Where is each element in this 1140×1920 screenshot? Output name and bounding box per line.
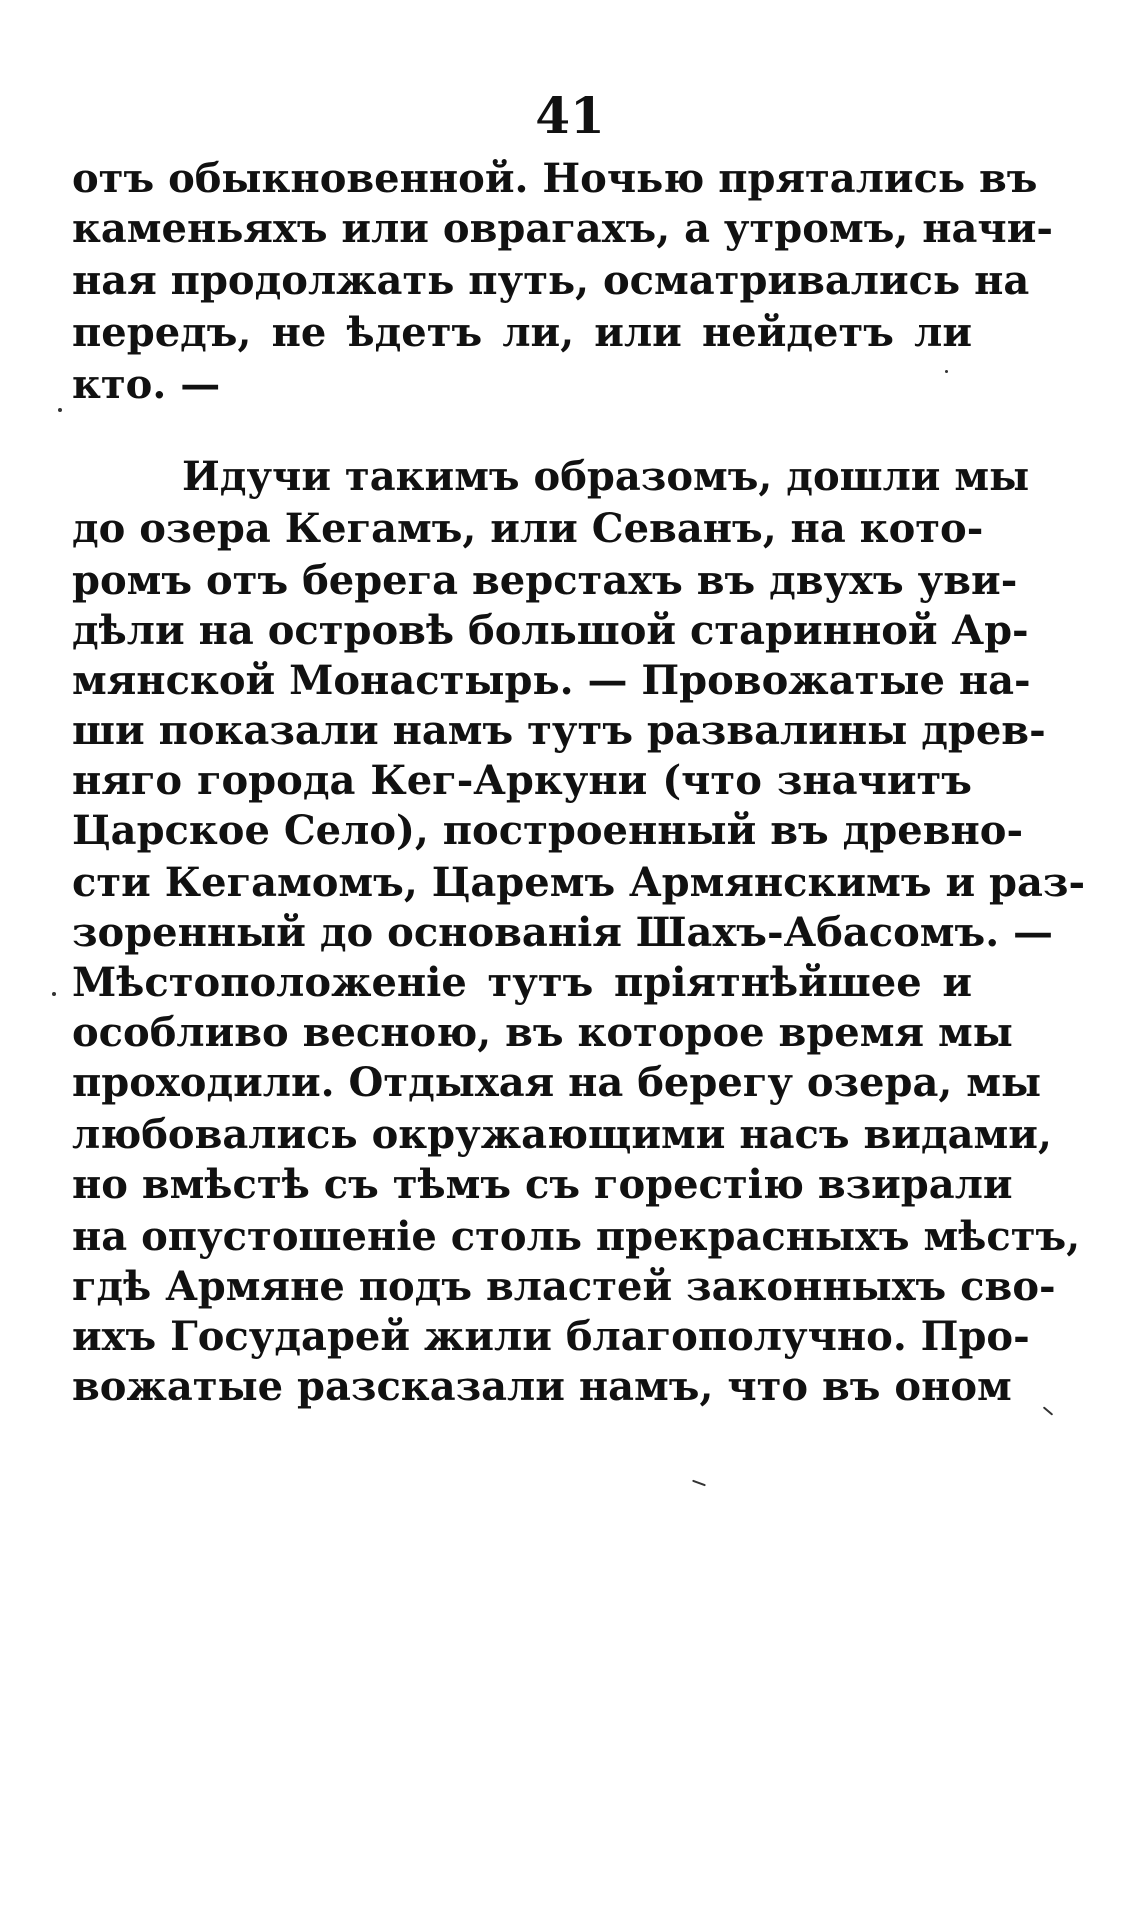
text-line: дѣли на островѣ большой старинной Ар- xyxy=(72,607,1029,654)
page-number: 41 xyxy=(535,86,605,145)
scan-speck xyxy=(58,408,62,412)
text-line: ши показали намъ тутъ развалины древ- xyxy=(72,707,1046,754)
text-line: кто. — xyxy=(72,361,221,408)
text-line: Мѣстоположеніе тутъ пріятнѣйшее и xyxy=(72,959,972,1006)
text-line: проходили. Отдыхая на берегу озера, мы xyxy=(72,1059,1042,1106)
text-line: ромъ отъ берега верстахъ въ двухъ уви- xyxy=(72,557,1018,604)
scan-speck xyxy=(945,370,948,373)
scan-speck xyxy=(692,1480,706,1487)
scan-speck xyxy=(1043,1406,1053,1415)
text-line: особливо весною, въ которое время мы xyxy=(72,1009,1013,1056)
text-line: Царское Село), построенный въ древно- xyxy=(72,807,1024,854)
text-line: мянской Монастырь. — Провожатые на- xyxy=(72,657,1031,704)
text-line: сти Кегамомъ, Царемъ Армянскимъ и раз- xyxy=(72,859,1086,906)
text-line: но вмѣстѣ съ тѣмъ съ горестію взирали xyxy=(72,1161,1013,1208)
text-line: каменьяхъ или оврагахъ, а утромъ, начи- xyxy=(72,205,1053,252)
text-line: Идучи такимъ образомъ, дошли мы xyxy=(182,453,1030,500)
scan-speck xyxy=(52,992,56,996)
text-line: отъ обыкновенной. Ночью прятались въ xyxy=(72,155,1038,202)
text-line: няго города Кег-Аркуни (что значитъ xyxy=(72,757,972,804)
text-line: ная продолжать путь, осматривались на xyxy=(72,257,1030,304)
text-line: зоренный до основанія Шахъ-Абасомъ. — xyxy=(72,909,1054,956)
text-line: любовались окружающими насъ видами, xyxy=(72,1111,1052,1158)
text-line: вожатые разсказали намъ, что въ оном xyxy=(72,1363,1012,1410)
text-line: до озера Кегамъ, или Севанъ, на кото- xyxy=(72,505,984,552)
text-line: передъ, не ѣдетъ ли, или нейдетъ ли xyxy=(72,309,972,356)
text-line: ихъ Государей жили благополучно. Про- xyxy=(72,1313,1030,1360)
text-line: гдѣ Армяне подъ властей законныхъ сво- xyxy=(72,1263,1056,1310)
text-line: на опустошеніе столь прекрасныхъ мѣстъ, xyxy=(72,1213,1081,1260)
